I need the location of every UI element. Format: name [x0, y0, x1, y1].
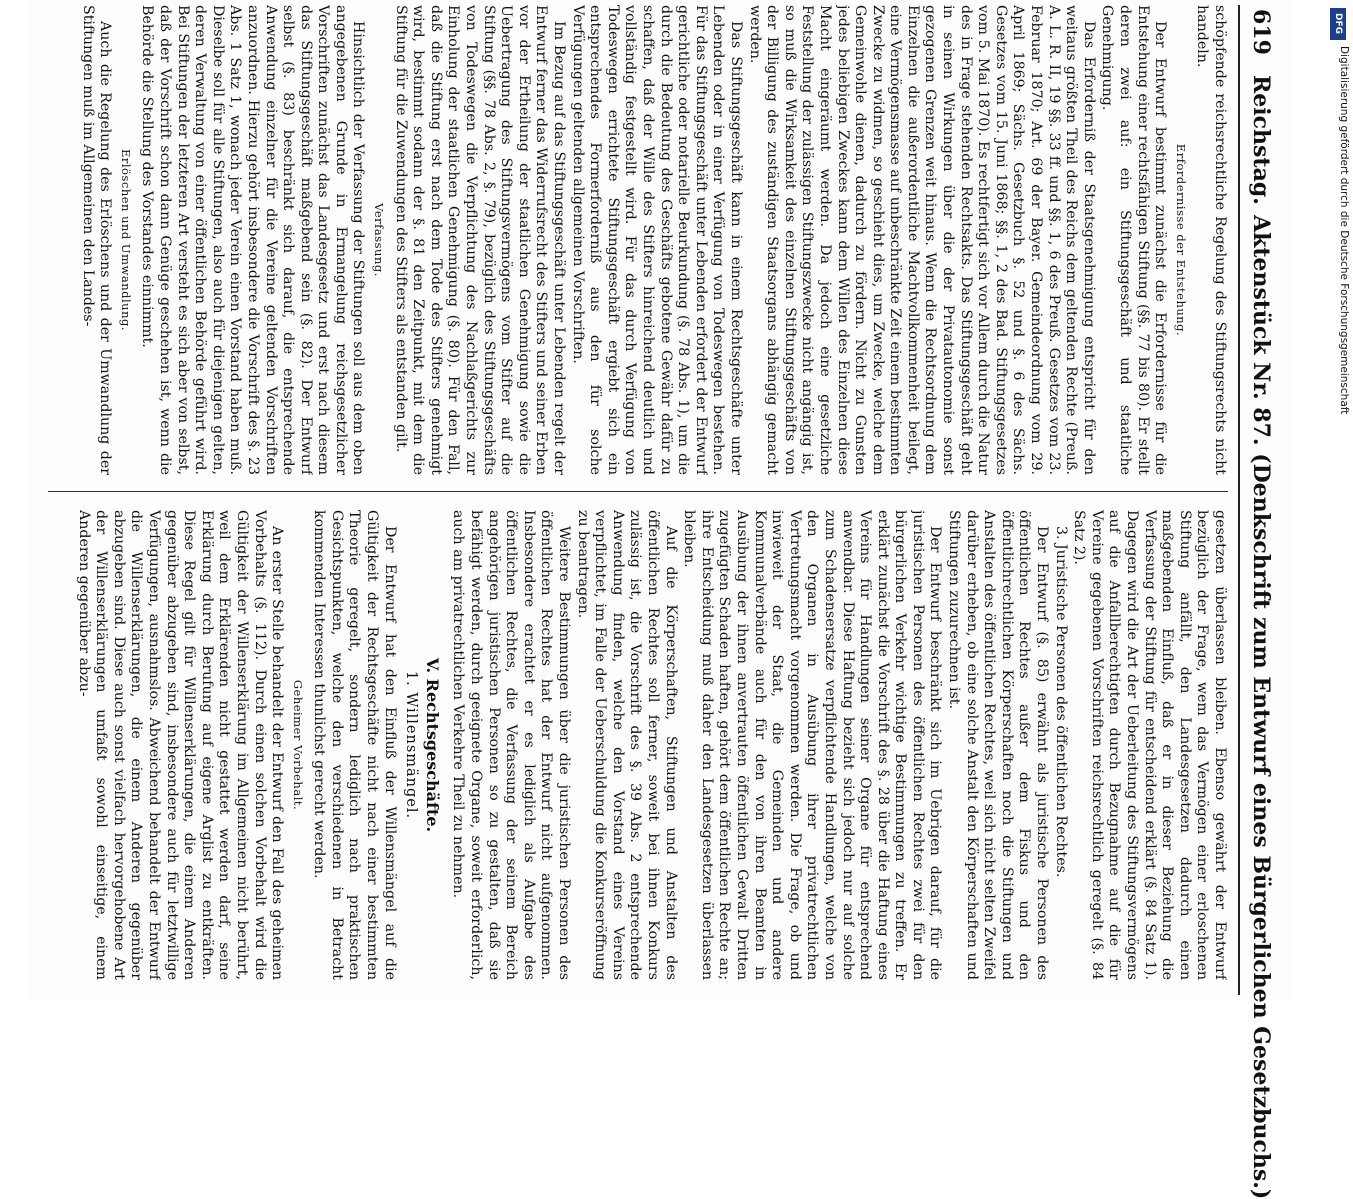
subsection-heading: 1. Willensmängel. [403, 670, 420, 820]
paragraph: schöpfende reichsrechtliche Regelung des Stiftungsrechts nicht handeln. [1194, 5, 1228, 475]
running-header [1238, 5, 1280, 1199]
paragraph: Das Erforderniß der Staatsgenehmigung entspricht für den weitaus größten Theil des Reichs dem geltenden Rechte (Preuß. A. L. R. II, 19 §§. 33 ff. und §§. 1, 6 des Preuß. Gesetzes vom 23. Februar 1870; Art. 69 der Bayer. Gemeindeordnung vom 29. April 1869; Sächs. Gesetzbuch §. 52 und §. 6 des Sächs. Gesetzes vom 15. Juni 1868; §§. 1, 2 des Bad. Stiftungsgesetzes vom 5. Mai 1870). Es rechtfertigt sich vor Allem durch die Natur des in Frage stehenden Rechtsakts. Das Stiftungsgeschäft geht in seinen Wirkungen über die der Privatautonomie sonst gezogenen Grenzen weit hinaus. Wenn die Rechtsordnung dem Einzelnen die außerordentliche Machtvollkommenheit beilegt, eine Vermögensmasse auf unbeschränkte Zeit einem bestimmten Zwecke zu widmen, so geschieht dies, um Zwecke, welche dem Gemeinwohle dienen, dadurch zu fördern. Nicht zu Gunsten jedes beliebigen Zweckes kann dem Willen des Einzelnen diese Macht eingeräumt werden. Da jedoch eine gesetzliche Feststellung der zulässigen Stiftungszwecke nicht angängig ist, so muß die Wirksamkeit des einzelnen Stiftungsgeschäfts von der Billigung des zuständigen Staatsorgans abhängig gemacht werden. [746, 5, 1097, 475]
column-divider [48, 491, 1228, 492]
header-right-title: Aktenstück Nr. 87. (Denkschrift zum Entwurf eines Bürgerlichen Gesetzbuchs.) [1248, 215, 1274, 1199]
paragraph: Der Entwurf (§. 85) erwähnt als juristische Personen des öffentlichen Rechtes außer dem Fiskus und den öffentlichrechtlichen Körperschaften noch die Stiftungen und Anstalten des öffentlichen Rechtes, weil sich nicht selten Zweifel darüber erheben, ob eine solche Anstalt den Körperschaften und Stiftungen zuzurechnen ist. [946, 510, 1051, 980]
left-column [48, 5, 1228, 475]
paragraph: Das Stiftungsgeschäft kann in einem Rechtsgeschäfte unter Lebenden oder in einer Verfügung von Todeswegen bestehen. Für das Stiftungsgeschäft unter Lebenden erfordert der Entwurf gerichtliche oder notarielle Beurkundung (§. 78 Abs. 1), um die durch die Bedeutung des Geschäfts gebotene Gewähr dafür zu schaffen, daß der Wille des Stifters hinreichend deutlich und vollständig festgestellt wird. Für das durch Verfügung von Todeswegen errichtete Stiftungsgeschäft ergiebt sich ein entsprechendes Formerforderniß aus den für solche Verfügungen geltenden allgemeinen Vorschriften. [569, 5, 744, 475]
right-column [48, 510, 1228, 980]
paragraph: Der Entwurf bestimmt zunächst die Erfordernisse für die Entstehung einer rechtsfähigen Stiftung (§§. 77 bis 80). Er stellt deren zwei auf: ein Stiftungsgeschäft und staatliche Genehmigung. [1099, 5, 1169, 475]
scanned-page [30, 0, 1290, 1199]
subheading: Erlöschen und Umwandlung. [118, 148, 133, 331]
rotated-page-content [40, 5, 1280, 1199]
digitization-credit: Digitalisierung gefördert durch die Deutsche Forschungsgemeinschaft [1338, 46, 1350, 415]
subheading: Geheimer Vorbehalt. [290, 679, 305, 811]
paragraph: Im Bezug auf das Stiftungsgeschäft unter Lebenden regelt der Entwurf ferner das Widerrufsrecht des Stifters und seiner Erben vor der Ertheilung der staatlichen Genehmigung sowie die Uebertragung des Stiftungsvermögens vom Stifter auf die Stiftung (§§. 78 Abs. 2, §. 79), bezüglich des Stiftungsgeschäfts von Todeswegen die Verpflichtung des Nachlaßgerichts zur Einholung der staatlichen Genehmigung (§. 80). Für den Fall, daß die Stiftung erst nach dem Tode des Stifters genehmigt wird, bestimmt sodann der §. 81 den Zeitpunkt, mit dem die Stiftung für die Zuwendungen des Stifters als entstanden gilt. [392, 5, 568, 475]
paragraph: Hinsichtlich der Verfassung der Stiftungen soll aus dem oben angegebenen Grunde in Ermangelung reichsgesetzlicher Vorschriften zunächst das Landesgesetz und erst nach diesem das Stiftungsgeschäft maßgebend sein (§. 82). Der Entwurf selbst (§. 83) beschränkt sich darauf, die entsprechende Anwendung einzelner für die Vereine geltenden Vorschriften anzuordnen. Hierzu gehört insbesondere die Vorschrift des §. 23 Abs. 1 Satz 1, wonach jeder Verein einen Vorstand haben muß. Dieselbe soll für alle Stiftungen, also auch für diejenigen gelten, deren Verwaltung von einer öffentlichen Behörde geführt wird. Bei Stiftungen der letzteren Art versteht es sich aber von selbst, daß der Vorschrift schon dann Genüge geschehen ist, wenn die Behörde die Stellung des Vorstandes einnimmt. [139, 5, 367, 475]
subheading: Verfassung. [372, 203, 387, 277]
header-left-title: Reichstag. [1248, 75, 1274, 205]
dfg-logo: DFG [1330, 8, 1346, 40]
page-number: 619 [1248, 9, 1274, 55]
paragraph: Auch die Regelung des Erlöschens und der Umwandlung der Stiftungen muß im Allgemeinen den Landes- [79, 5, 114, 475]
paragraph: Der Entwurf hat den Einfluß der Willensmängel auf die Gültigkeit der Rechtsgeschäfte nicht nach einer bestimmten Theorie geregelt, sondern lediglich nach praktischen Gesichtspunkten, welche den verschiedenen in Betracht kommenden Interessen thunlichst gerecht werden. [311, 510, 398, 980]
paragraph: gesetzen überlassen bleiben. Ebenso gewährt der Entwurf bezüglich der Frage, wem das Vermögen einer erloschenen Stiftung anfällt, den Landesgesetzen dadurch einen maßgebenden Einfluß, daß er in dieser Beziehung die Verfassung der Stiftung für entscheidend erklärt (§. 84 Satz 1). Dagegen wird die Art der Ueberleitung des Stiftungsvermögens auf die Anfallberechtigten durch Bezugnahme auf die für Vereine gegebenen Vorschriften reichsrechtlich geregelt (§. 84 Satz 2). [1071, 510, 1228, 980]
section-heading: V. Rechtsgeschäfte. [422, 657, 442, 833]
paragraph: Der Entwurf beschränkt sich im Uebrigen darauf, für die juristischen Personen des öffentlichen Rechtes zwei für den bürgerlichen Verkehr wichtige Bestimmungen zu treffen. Er erklärt zunächst die Vorschrift des §. 28 über die Haftung eines Vereins für Handlungen seiner Organe für entsprechend anwendbar. Diese Haftung bezieht sich jedoch nur auf solche zum Schadensersatze verpflichtende Handlungen, welche von den Organen in Ausübung ihrer privatrechtlichen Vertretungsmacht vorgenommen werden. Die Frage, ob und inwieweit der Staat, die Gemeinden und andere Kommunalverbände auch für den von ihren Beamten in Ausübung der ihnen anvertrauten öffentlichen Gewalt Dritten zugefügten Schaden haften, gehört dem öffentlichen Rechte an; ihre Entscheidung muß daher den Landesgesetzen überlassen bleiben. [681, 510, 944, 980]
subheading: Erfordernisse der Entstehung. [1173, 143, 1188, 337]
paragraph: An erster Stelle behandelt der Entwurf den Fall des geheimen Vorbehalts (§. 112). Durch einen solchen Vorbehalt wird die Gültigkeit der Willenserklärung im Allgemeinen nicht berührt, weil dem Erklärenden nicht gestattet werden darf, seine Erklärung durch Berufung auf eigene Arglist zu entkräften. Diese Regel gilt für Willenserklärungen, die einem Anderen gegenüber abzugeben sind, insbesondere auch für letztwillige Verfügungen, ausnahmslos. Abweichend behandelt der Entwurf die Willenserklärungen, die einem Anderen gegenüber abzugeben sind. Diese auch sonst vielfach hervorgehobene Art der Willenserklärungen umfaßt sowohl einseitige, einem Anderen gegenüber abzu- [75, 510, 286, 980]
paragraph: Auf die Körperschaften, Stiftungen und Anstalten des öffentlichen Rechtes soll ferner, soweit bei ihnen Konkurs zulässig ist, die Vorschrift des §. 39 Abs. 2 entsprechende Anwendung finden, welche den Vorstand eines Vereins verpflichtet, im Falle der Ueberschuldung die Konkurseröffnung zu beantragen. [574, 510, 679, 980]
section-heading-juristische-personen: 3. Juristische Personen des öffentlichen Rechtes. [1052, 526, 1069, 878]
paragraph: Weitere Bestimmungen über die juristischen Personen des öffentlichen Rechtes hat der Entwurf nicht aufgenommen. Insbesondere erachtet er es lediglich als Aufgabe des öffentlichen Rechtes, die Verfassung der seinem Bereich angehörigen juristischen Personen so zu gestalten, daß sie befähigt werden, durch geeignete Organe, soweit erforderlich, auch am privatrechtlichen Verkehre Theil zu nehmen. [450, 510, 573, 980]
